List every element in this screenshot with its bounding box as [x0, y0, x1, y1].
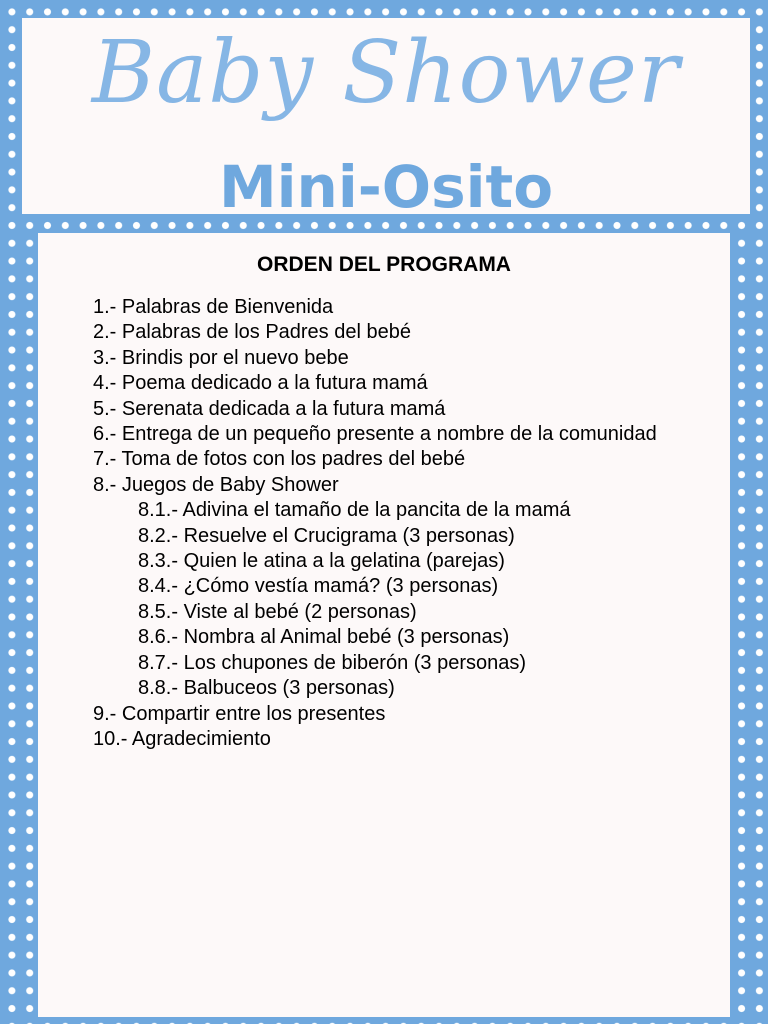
sub-list-item: 8.3.- Quien le atina a la gelatina (parejas) — [138, 550, 505, 573]
program-panel — [38, 233, 730, 1017]
sub-list-item: 8.6.- Nombra al Animal bebé (3 personas) — [138, 626, 510, 649]
list-item: 6.- Entrega de un pequeño presente a nombre de la comunidad — [93, 423, 657, 446]
list-item: 3.- Brindis por el nuevo bebe — [93, 346, 349, 369]
header-panel — [22, 18, 750, 221]
sub-list-item: 8.1.- Adivina el tamaño de la pancita de la mamá — [138, 499, 571, 522]
list-item: 8.- Juegos de Baby Shower — [93, 473, 339, 496]
list-item: 7.- Toma de fotos con los padres del bebé — [93, 448, 466, 471]
sub-list-item: 8.4.- ¿Cómo vestía mamá? (3 personas) — [138, 575, 499, 598]
script-title: Baby Shower — [91, 23, 681, 123]
block-title: Mini-Osito — [218, 153, 554, 221]
list-item: 1.- Palabras de Bienvenida — [93, 296, 334, 318]
list-item: 9.- Compartir entre los presentes — [93, 702, 386, 725]
sub-list-item: 8.2.- Resuelve el Crucigrama (3 personas) — [138, 524, 515, 547]
program-list — [93, 295, 675, 752]
sub-list-item: 8.5.- Viste al bebé (2 personas) — [138, 600, 417, 623]
sub-list-item: 8.8.- Balbuceos (3 personas) — [138, 677, 395, 700]
sub-list-item: 8.7.- Los chupones de biberón (3 personas) — [138, 651, 527, 674]
list-item: 2.- Palabras de los Padres del bebé — [93, 321, 411, 344]
program-heading: ORDEN DEL PROGRAMA — [257, 253, 511, 276]
list-item: 10.- Agradecimiento — [93, 727, 271, 750]
list-item: 4.- Poema dedicado a la futura mamá — [93, 372, 428, 395]
list-item: 5.- Serenata dedicada a la futura mamá — [93, 397, 446, 420]
